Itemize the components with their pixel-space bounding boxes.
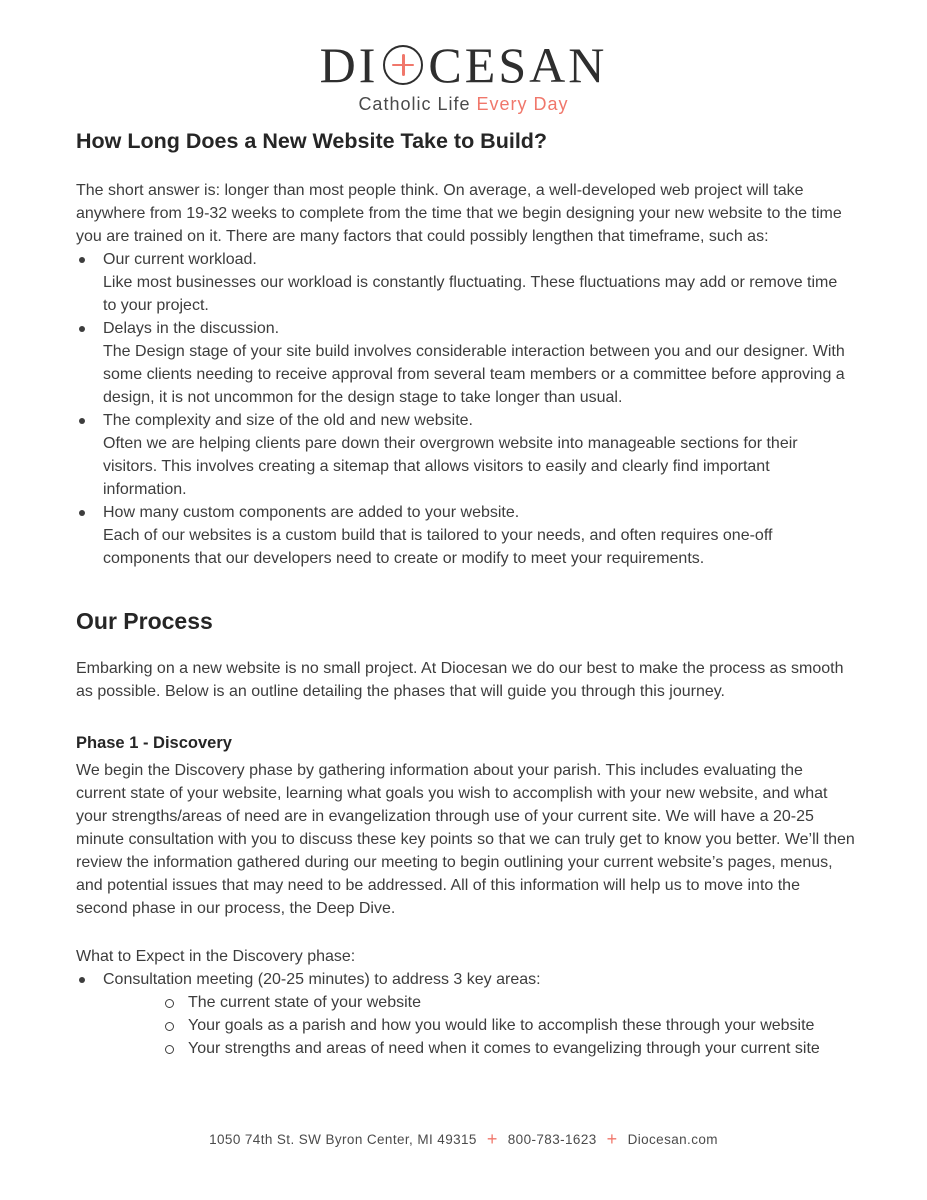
expect-list — [76, 968, 855, 991]
footer-address: 1050 74th St. SW Byron Center, MI 49315 — [209, 1131, 477, 1147]
bullet-circle-icon — [160, 991, 188, 1014]
brand-text-left: DI — [319, 37, 379, 93]
list-item — [160, 1037, 855, 1060]
document-content — [0, 128, 927, 1060]
list-item — [160, 1014, 855, 1037]
plus-separator-icon: + — [606, 1129, 618, 1149]
factors-list — [76, 248, 855, 570]
list-item — [160, 991, 855, 1014]
bullet-dot-icon — [76, 317, 103, 409]
list-item — [76, 317, 855, 409]
cross-vertical-bar — [402, 54, 405, 76]
expect-sub-list — [160, 991, 855, 1060]
page-footer — [0, 1130, 927, 1148]
page-title: How Long Does a New Website Take to Build? — [76, 129, 548, 153]
expect-intro-line: What to Expect in the Discovery phase: — [76, 948, 356, 965]
brand-text-right: CESAN — [428, 37, 608, 93]
intro-paragraph: The short answer is: longer than most people think. On average, a well-developed web project will take anywhere from 19-32 weeks to complete from the time that we begin designing your new website to the time you are trained on it. There are many factors that could possibly lengthen that timeframe, such as: — [76, 182, 842, 245]
logo-cross-icon — [383, 45, 423, 85]
list-item — [76, 501, 855, 570]
sub-bullet-text: Your goals as a parish and how you would like to accomplish these through your website — [188, 1017, 815, 1034]
tagline-main: Catholic Life — [358, 94, 471, 114]
process-intro-paragraph: Embarking on a new website is no small project. At Diocesan we do our best to make the process as smooth as possible. Below is an outline detailing the phases that will guide you through this journey. — [76, 660, 844, 700]
tagline-accent: Every Day — [476, 94, 569, 114]
subsection-heading-phase1: Phase 1 - Discovery — [76, 734, 232, 752]
list-item — [76, 248, 855, 317]
sub-bullet-text: The current state of your website — [188, 994, 421, 1011]
bullet-dot-icon — [76, 501, 103, 570]
factor-title: Our current workload. — [103, 251, 257, 268]
factor-body: Each of our websites is a custom build that is tailored to your needs, and often requires one-off components that our developers need to create or modify to meet your requirements. — [103, 527, 773, 567]
factor-body: Like most businesses our workload is constantly fluctuating. These fluctuations may add or remove time to your project. — [103, 274, 838, 314]
brand-wordmark — [319, 37, 608, 93]
factor-body: Often we are helping clients pare down their overgrown website into manageable sections for their visitors. This involves creating a sitemap that allows visitors to easily and clearly find important information. — [103, 435, 798, 498]
footer-phone: 800-783-1623 — [507, 1131, 597, 1147]
brand-tagline — [358, 94, 568, 115]
list-item — [76, 409, 855, 501]
bullet-circle-icon — [160, 1014, 188, 1037]
factor-title: How many custom components are added to your website. — [103, 504, 520, 521]
bullet-dot-icon — [76, 248, 103, 317]
section-heading-our-process: Our Process — [76, 608, 213, 634]
sub-bullet-text: Your strengths and areas of need when it comes to evangelizing through your current site — [188, 1040, 820, 1057]
factor-title: Delays in the discussion. — [103, 320, 280, 337]
bullet-dot-icon — [76, 968, 103, 991]
phase1-paragraph: We begin the Discovery phase by gathering information about your parish. This includes evaluating the current state of your website, learning what goals you wish to accomplish with your new website, and what your strengths/areas of need are in evangelization through use of your current site. We will have a 20-25 minute consultation with you to discuss these key points so that we can truly get to know you better. We’ll then review the information gathered during our meeting to begin outlining your current website’s pages, menus, and potential issues that may need to be addressed. All of this information will help us to move into the second phase in our process, the Deep Dive. — [76, 762, 855, 917]
plus-separator-icon: + — [486, 1129, 498, 1149]
expect-bullet: Consultation meeting (20-25 minutes) to address 3 key areas: — [103, 971, 541, 988]
bullet-dot-icon — [76, 409, 103, 501]
list-item — [76, 968, 855, 991]
factor-title: The complexity and size of the old and new website. — [103, 412, 473, 429]
factor-body: The Design stage of your site build involves considerable interaction between you and our designer. With some clients needing to receive approval from several team members or a committee before approving a design, it is not uncommon for the design stage to take longer than usual. — [103, 343, 845, 406]
diocesan-logo — [0, 0, 927, 115]
footer-website: Diocesan.com — [627, 1131, 718, 1147]
bullet-circle-icon — [160, 1037, 188, 1060]
